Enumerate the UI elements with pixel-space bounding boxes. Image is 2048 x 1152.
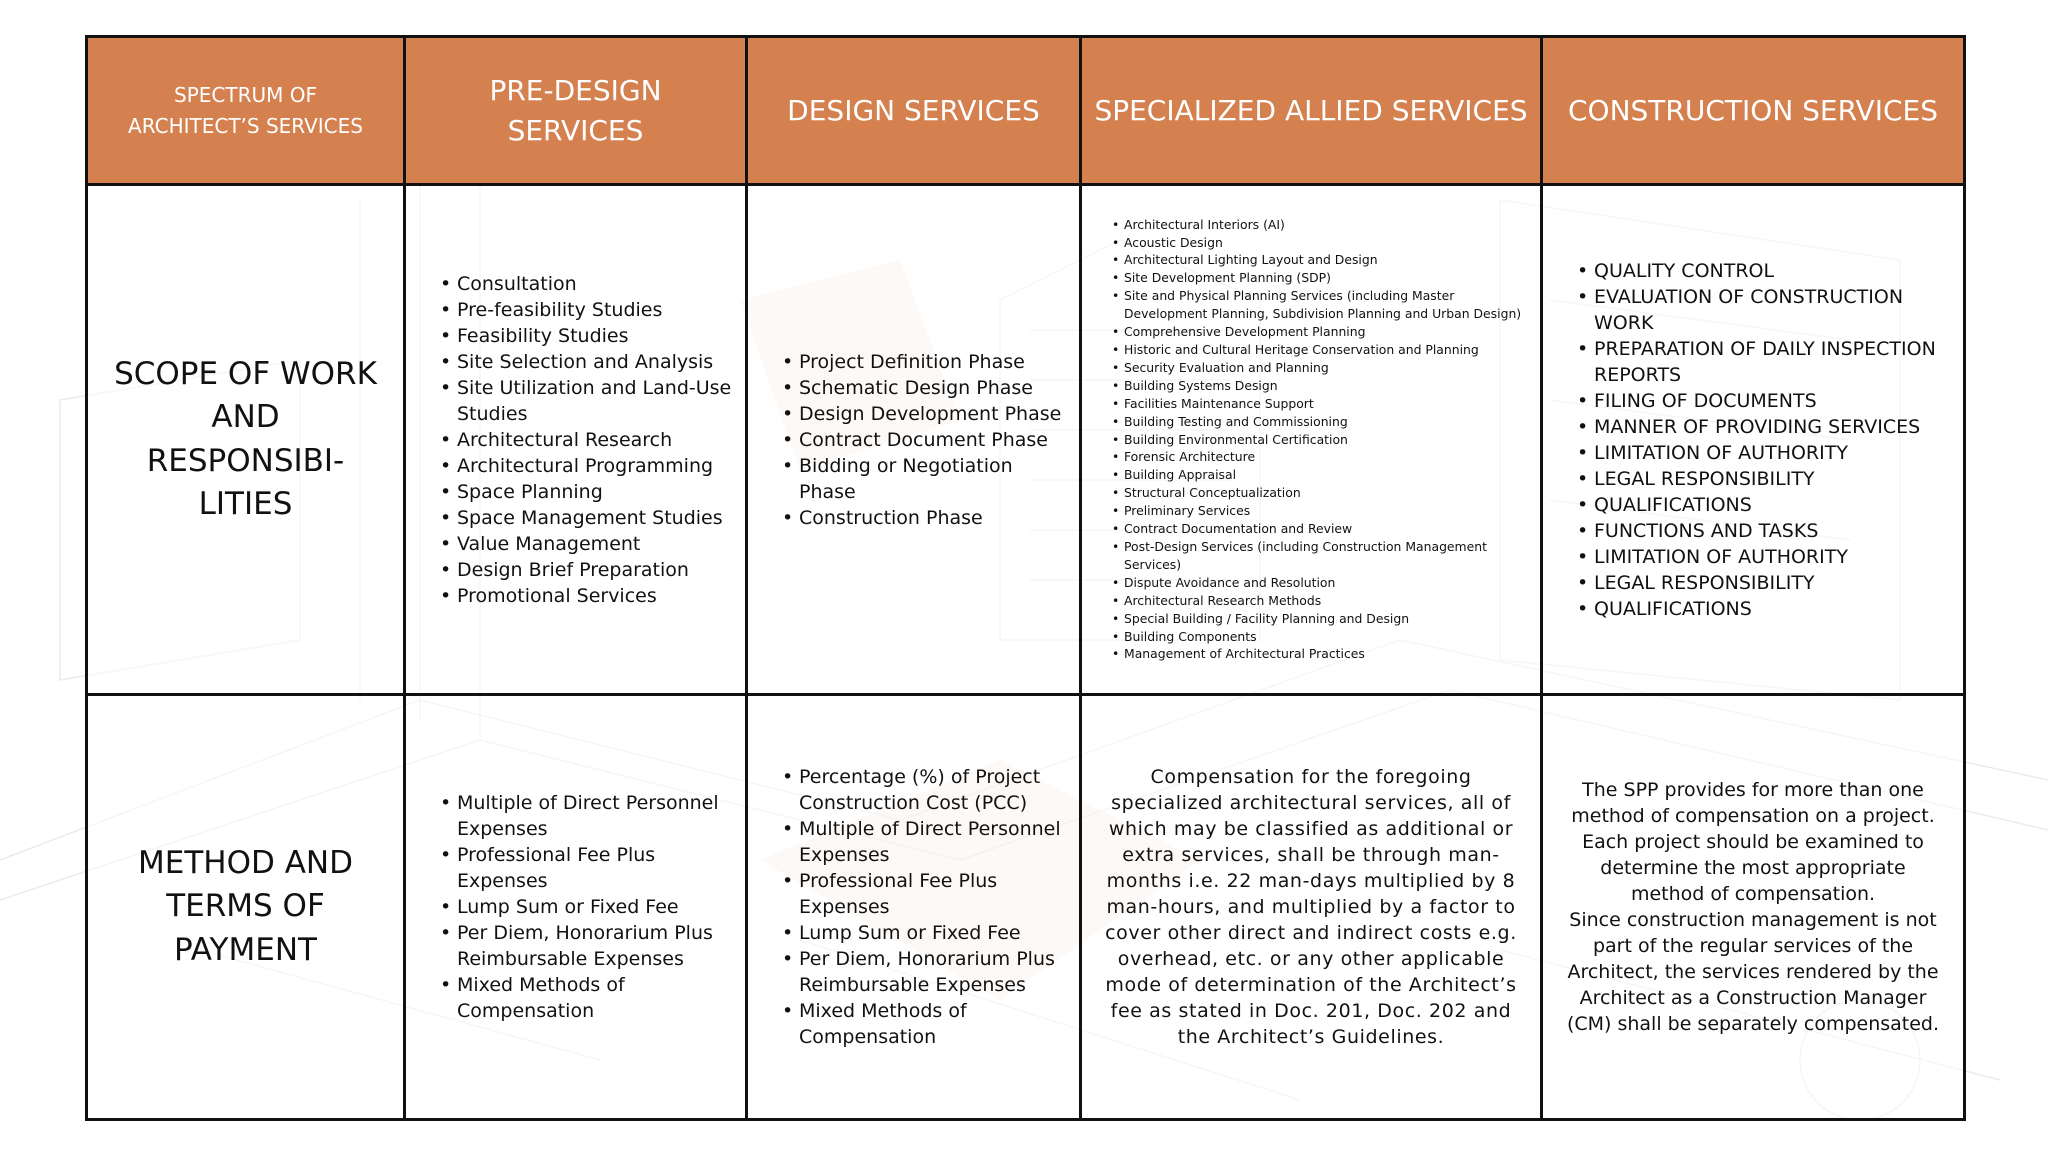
scope-pre-design-list	[406, 271, 745, 609]
payment-label: METHOD AND TERMS OF PAYMENT	[87, 695, 405, 1120]
list-item: • Project Definition Phase	[799, 349, 1069, 375]
list-item: • Feasibility Studies	[457, 323, 735, 349]
payment-specialized-text: Compensation for the foregoing specialized architectural services, all of which may be classified as additional or extra services, shall be through man-months i.e. 22 man-days multiplied by 8 man-hours, and multiplied by a factor to cover other direct and indirect costs e.g. overhead, etc. or any other applicable mode of determination of the Architect’s fee as stated in Doc. 201, Doc. 202 and the Architect’s Guidelines.	[1105, 766, 1517, 1048]
list-item: • PREPARATION OF DAILY INSPECTION REPORTS	[1594, 336, 1953, 388]
list-item: • Architectural Research Methods	[1124, 592, 1530, 610]
payment-construction-cell	[1542, 695, 1965, 1120]
list-item: • MANNER OF PROVIDING SERVICES	[1594, 414, 1953, 440]
list-item: • Mixed Methods of Compensation	[457, 972, 735, 1024]
list-item: • Building Testing and Commissioning	[1124, 413, 1530, 431]
list-item: • Pre-feasibility Studies	[457, 297, 735, 323]
header-pre-design: PRE-DESIGN SERVICES	[405, 37, 747, 185]
scope-specialized-list	[1082, 216, 1540, 664]
list-item: • Per Diem, Honorarium Plus Reimbursable Expenses	[799, 946, 1069, 998]
list-item: • Contract Documentation and Review	[1124, 520, 1530, 538]
list-item: • EVALUATION OF CONSTRUCTION WORK	[1594, 284, 1953, 336]
payment-design-list	[748, 764, 1079, 1050]
list-item: • LEGAL RESPONSIBILITY	[1594, 466, 1953, 492]
list-item: • Historic and Cultural Heritage Conservation and Planning	[1124, 341, 1530, 359]
list-item: • Forensic Architecture	[1124, 448, 1530, 466]
list-item: • Space Management Studies	[457, 505, 735, 531]
list-item: • FILING OF DOCUMENTS	[1594, 388, 1953, 414]
list-item: • Construction Phase	[799, 505, 1069, 531]
payment-pre-design-cell	[405, 695, 747, 1120]
list-item: • Mixed Methods of Compensation	[799, 998, 1069, 1050]
payment-pre-design-list	[406, 790, 745, 1024]
list-item: • Site Utilization and Land-Use Studies	[457, 375, 735, 427]
list-item: • LIMITATION OF AUTHORITY	[1594, 544, 1953, 570]
list-item: • Space Planning	[457, 479, 735, 505]
scope-row	[87, 185, 1965, 695]
list-item: • Preliminary Services	[1124, 502, 1530, 520]
list-item: • Architectural Research	[457, 427, 735, 453]
list-item: • Contract Document Phase	[799, 427, 1069, 453]
list-item: • Building Environmental Certification	[1124, 431, 1530, 449]
list-item: • Bidding or Negotiation Phase	[799, 453, 1069, 505]
list-item: • Site and Physical Planning Services (including Master Development Planning, Subdivision Planning and Urban Design)	[1124, 287, 1530, 323]
header-construction: CONSTRUCTION SERVICES	[1542, 37, 1965, 185]
list-item: • Schematic Design Phase	[799, 375, 1069, 401]
scope-design-cell	[747, 185, 1081, 695]
list-item: • Building Systems Design	[1124, 377, 1530, 395]
list-item: • Site Selection and Analysis	[457, 349, 735, 375]
payment-construction-paragraph-2: Since construction management is not part of the regular services of the Architect, the services rendered by the Architect as a Construction Manager (CM) shall be separately compensated.	[1566, 909, 1940, 1035]
list-item: • Architectural Lighting Layout and Design	[1124, 251, 1530, 269]
list-item: • Professional Fee Plus Expenses	[457, 842, 735, 894]
list-item: • Architectural Interiors (AI)	[1124, 216, 1530, 234]
list-item: • Per Diem, Honorarium Plus Reimbursable Expenses	[457, 920, 735, 972]
list-item: • Post-Design Services (including Construction Management Services)	[1124, 538, 1530, 574]
payment-specialized-cell	[1081, 695, 1542, 1120]
scope-construction-cell	[1542, 185, 1965, 695]
services-spectrum-table	[85, 35, 1966, 1121]
list-item: • Architectural Programming	[457, 453, 735, 479]
scope-construction-list	[1543, 258, 1963, 622]
header-spectrum: SPECTRUM OF ARCHITECT’S SERVICES	[87, 37, 405, 185]
list-item: • Lump Sum or Fixed Fee	[457, 894, 735, 920]
list-item: • Design Development Phase	[799, 401, 1069, 427]
scope-specialized-cell	[1081, 185, 1542, 695]
payment-construction-paragraph-1: The SPP provides for more than one method of compensation on a project. Each project should be examined to determine the most appropriate method of compensation.	[1571, 779, 1935, 905]
list-item: • Site Development Planning (SDP)	[1124, 269, 1530, 287]
header-specialized: SPECIALIZED ALLIED SERVICES	[1081, 37, 1542, 185]
list-item: • Consultation	[457, 271, 735, 297]
list-item: • Special Building / Facility Planning and Design	[1124, 610, 1530, 628]
scope-label: SCOPE OF WORK AND RESPONSIBI-LITIES	[87, 185, 405, 695]
list-item: • Building Appraisal	[1124, 466, 1530, 484]
list-item: • QUALIFICATIONS	[1594, 596, 1953, 622]
list-item: • Management of Architectural Practices	[1124, 645, 1530, 663]
list-item: • LIMITATION OF AUTHORITY	[1594, 440, 1953, 466]
list-item: • QUALIFICATIONS	[1594, 492, 1953, 518]
list-item: • Value Management	[457, 531, 735, 557]
payment-design-cell	[747, 695, 1081, 1120]
list-item: • Multiple of Direct Personnel Expenses	[799, 816, 1069, 868]
list-item: • Multiple of Direct Personnel Expenses	[457, 790, 735, 842]
list-item: • Design Brief Preparation	[457, 557, 735, 583]
list-item: • Comprehensive Development Planning	[1124, 323, 1530, 341]
list-item: • Structural Conceptualization	[1124, 484, 1530, 502]
header-row	[87, 37, 1965, 185]
list-item: • Security Evaluation and Planning	[1124, 359, 1530, 377]
list-item: • QUALITY CONTROL	[1594, 258, 1953, 284]
list-item: • LEGAL RESPONSIBILITY	[1594, 570, 1953, 596]
list-item: • Professional Fee Plus Expenses	[799, 868, 1069, 920]
payment-row	[87, 695, 1965, 1120]
header-design: DESIGN SERVICES	[747, 37, 1081, 185]
scope-design-list	[748, 349, 1079, 531]
list-item: • FUNCTIONS AND TASKS	[1594, 518, 1953, 544]
list-item: • Facilities Maintenance Support	[1124, 395, 1530, 413]
list-item: • Promotional Services	[457, 583, 735, 609]
list-item: • Building Components	[1124, 628, 1530, 646]
list-item: • Percentage (%) of Project Construction Cost (PCC)	[799, 764, 1069, 816]
list-item: • Lump Sum or Fixed Fee	[799, 920, 1069, 946]
list-item: • Dispute Avoidance and Resolution	[1124, 574, 1530, 592]
scope-pre-design-cell	[405, 185, 747, 695]
payment-construction-text	[1543, 777, 1963, 1037]
list-item: • Acoustic Design	[1124, 234, 1530, 252]
